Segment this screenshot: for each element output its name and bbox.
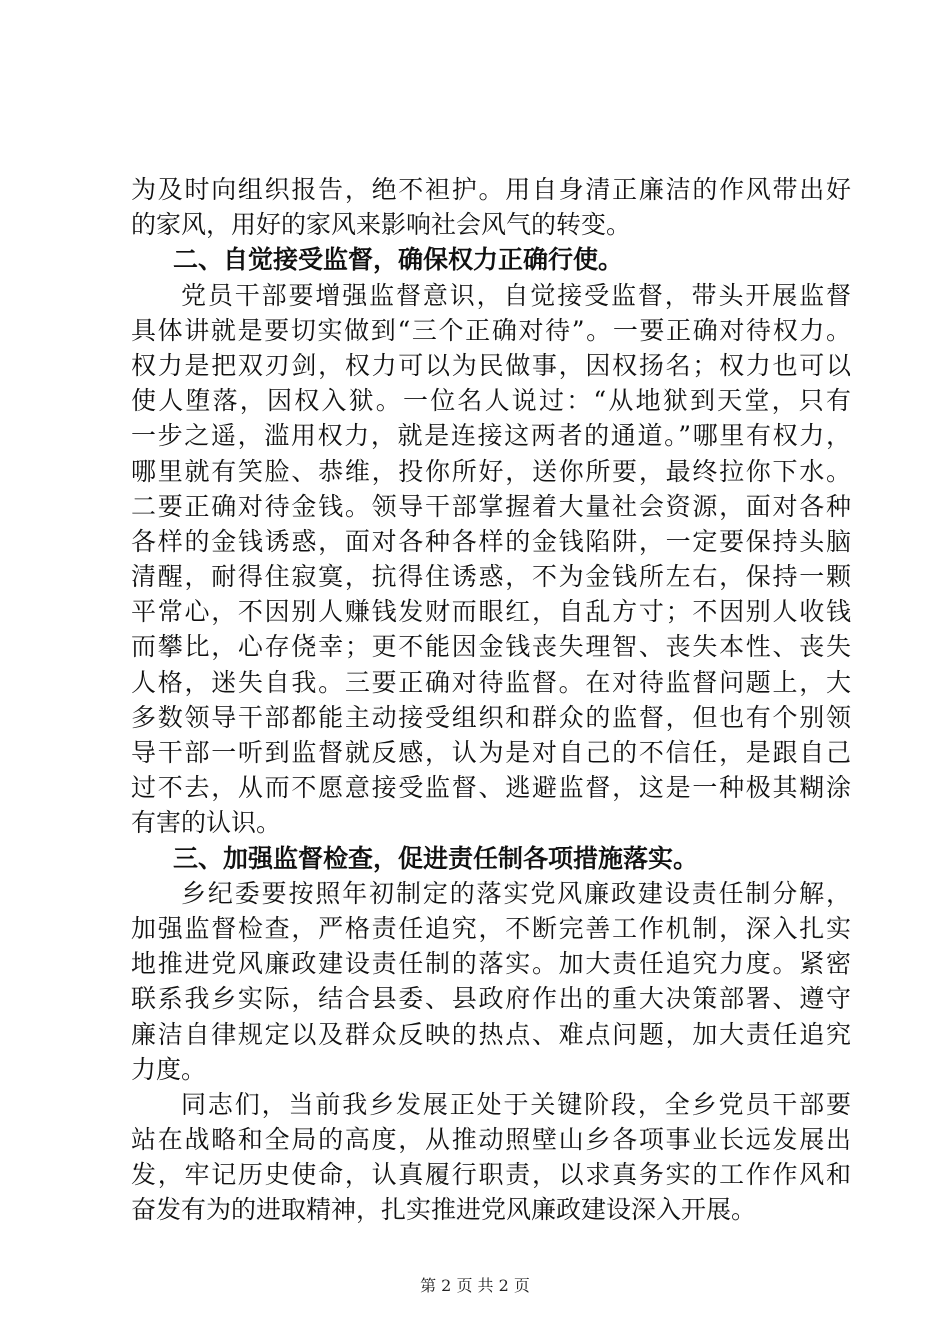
text-line: 力度。 bbox=[131, 1054, 207, 1084]
text-line: 有害的认识。 bbox=[131, 808, 282, 838]
section-heading: 三、加强监督检查，促进责任制各项措施落实。 bbox=[173, 843, 699, 873]
text-line: 的家风，用好的家风来影响社会风气的转变。 bbox=[131, 210, 632, 240]
text-line: 乡纪委要按照年初制定的落实党风廉政建设责任制分解， bbox=[181, 878, 851, 908]
text-line: 使人堕落，因权入狱。一位名人说过：“从地狱到天堂，只有 bbox=[131, 386, 851, 416]
text-line: 过不去，从而不愿意接受监督、逃避监督，这是一种极其糊涂 bbox=[131, 773, 851, 803]
section-heading: 二、自觉接受监督，确保权力正确行使。 bbox=[173, 245, 624, 275]
text-line: 奋发有为的进取精神，扎实推进党风廉政建设深入开展。 bbox=[131, 1195, 757, 1225]
text-line: 人格，迷失自我。三要正确对待监督。在对待监督问题上，大 bbox=[131, 667, 851, 697]
text-line: 具体讲就是要切实做到“三个正确对待”。一要正确对待权力。 bbox=[131, 315, 851, 345]
text-line: 廉洁自律规定以及群众反映的热点、难点问题，加大责任追究 bbox=[131, 1019, 851, 1049]
text-line: 地推进党风廉政建设责任制的落实。加大责任追究力度。紧密 bbox=[131, 949, 851, 979]
text-line: 发，牢记历史使命，认真履行职责，以求真务实的工作作风和 bbox=[131, 1160, 851, 1190]
text-line: 一步之遥，滥用权力，就是连接这两者的通道。”哪里有权力， bbox=[131, 421, 851, 451]
text-line: 平常心，不因别人赚钱发财而眼红，自乱方寸；不因别人收钱 bbox=[131, 597, 851, 627]
text-line: 各样的金钱诱惑，面对各种各样的金钱陷阱，一定要保持头脑 bbox=[131, 526, 851, 556]
text-line: 清醒，耐得住寂寞，抗得住诱惑，不为金钱所左右，保持一颗 bbox=[131, 562, 851, 592]
text-line: 导干部一听到监督就反感，认为是对自己的不信任，是跟自己 bbox=[131, 738, 851, 767]
document-body bbox=[131, 172, 851, 1228]
page-number: 第 2 页 共 2 页 bbox=[420, 1276, 530, 1295]
page-footer bbox=[0, 1276, 950, 1296]
text-line: 哪里就有笑脸、恭维，投你所好，送你所要，最终拉你下水。 bbox=[131, 456, 851, 486]
text-line: 二要正确对待金钱。领导干部掌握着大量社会资源，面对各种 bbox=[131, 491, 851, 521]
text-line: 党员干部要增强监督意识，自觉接受监督，带头开展监督 bbox=[181, 280, 851, 310]
text-line: 联系我乡实际，结合县委、县政府作出的重大决策部署、遵守 bbox=[131, 984, 851, 1014]
text-line: 权力是把双刃剑，权力可以为民做事，因权扬名；权力也可以 bbox=[131, 350, 851, 380]
text-line: 而攀比，心存侥幸；更不能因金钱丧失理智、丧失本性、丧失 bbox=[131, 632, 851, 662]
text-line: 多数领导干部都能主动接受组织和群众的监督，但也有个别领 bbox=[131, 702, 851, 732]
text-line: 同志们，当前我乡发展正处于关键阶段，全乡党员干部要 bbox=[181, 1089, 851, 1119]
text-line: 站在战略和全局的高度，从推动照壁山乡各项事业长远发展出 bbox=[131, 1125, 851, 1155]
text-line: 为及时向组织报告，绝不袒护。用自身清正廉洁的作风带出好 bbox=[131, 175, 851, 204]
text-line: 加强监督检查，严格责任追究，不断完善工作机制，深入扎实 bbox=[131, 913, 851, 943]
